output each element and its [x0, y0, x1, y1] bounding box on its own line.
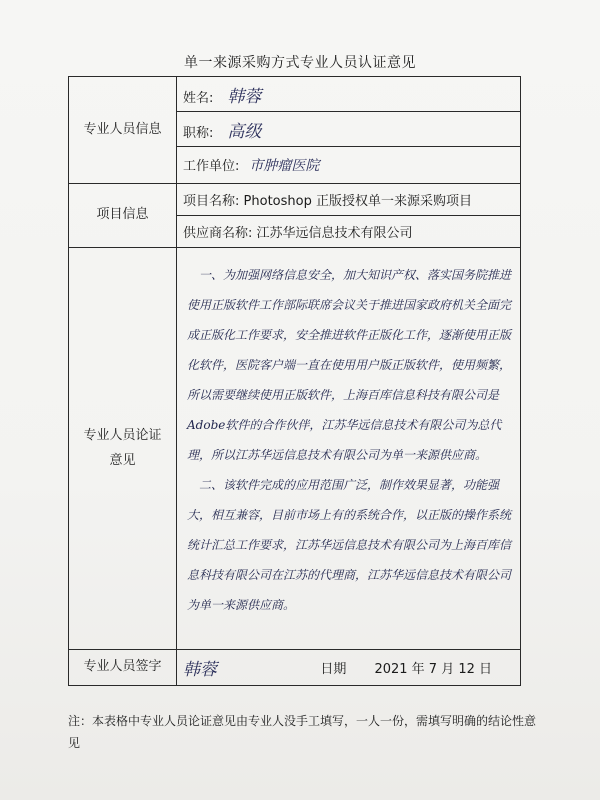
supplier-label: 供应商名称:	[183, 226, 253, 241]
supplier-value: 江苏华远信息技术有限公司	[256, 226, 413, 241]
signature-row	[177, 650, 521, 686]
name-row	[177, 77, 521, 112]
signature-label: 专业人员签字	[69, 650, 177, 686]
certification-form-table	[68, 76, 521, 686]
title-row	[177, 112, 521, 147]
signature-value: 韩蓉	[183, 660, 217, 680]
name-label: 姓名:	[183, 90, 214, 106]
project-name-label: 项目名称:	[183, 194, 240, 209]
supplier-row	[177, 216, 521, 248]
work-unit-label: 工作单位:	[183, 159, 240, 174]
project-name-row	[177, 184, 521, 216]
date-value: 2021 年 7 月 12 日	[374, 662, 492, 677]
title-label: 职称:	[183, 125, 214, 141]
opinion-content	[177, 248, 521, 650]
work-unit-value: 市肿瘤医院	[249, 158, 320, 174]
work-unit-row	[177, 147, 521, 184]
date-label: 日期	[320, 662, 347, 677]
footnote: 注：本表格中专业人员论证意见由专业人没手工填写，一人一份，需填写明确的结论性意见	[68, 714, 537, 750]
opinion-label-line1: 专业人员论证	[83, 427, 162, 443]
opinion-paragraph-1: 一、为加强网络信息安全，加大知识产权、落实国务院推进使用正版软件工作部际联席会议关于推进国家政府机关全面完成正版化工作要求，安全推进软件正版化工作，逐渐使用正版化软件，医院客户端一直在使用用户版正版软件，使用频繁，所以需要继续使用正版软件，上海百库信息科技有限公司是Adobe软件的合作伙伴，江苏华远信息技术有限公司为总代理，所以江苏华远信息技术有限公司为单一来源供应商。	[187, 268, 512, 462]
opinion-label-line2: 意见	[109, 452, 136, 468]
opinion-label	[69, 248, 177, 650]
name-value: 韩蓉	[227, 86, 262, 107]
title-value: 高级	[227, 121, 262, 142]
document-title: 单一来源采购方式专业人员认证意见	[184, 55, 416, 71]
personal-info-label: 专业人员信息	[69, 77, 177, 184]
opinion-paragraph-2: 二、该软件完成的应用范围广泛，制作效果显著，功能强大，相互兼容，目前市场上有的系统合作，以正版的操作系统统计汇总工作要求，江苏华远信息技术有限公司为上海百库信息科技有限公司在江苏的代理商，江苏华远信息技术有限公司为单一来源供应商。	[187, 478, 512, 612]
project-name-value: Photoshop 正版授权单一来源采购项目	[243, 194, 472, 209]
project-info-label: 项目信息	[69, 184, 177, 248]
